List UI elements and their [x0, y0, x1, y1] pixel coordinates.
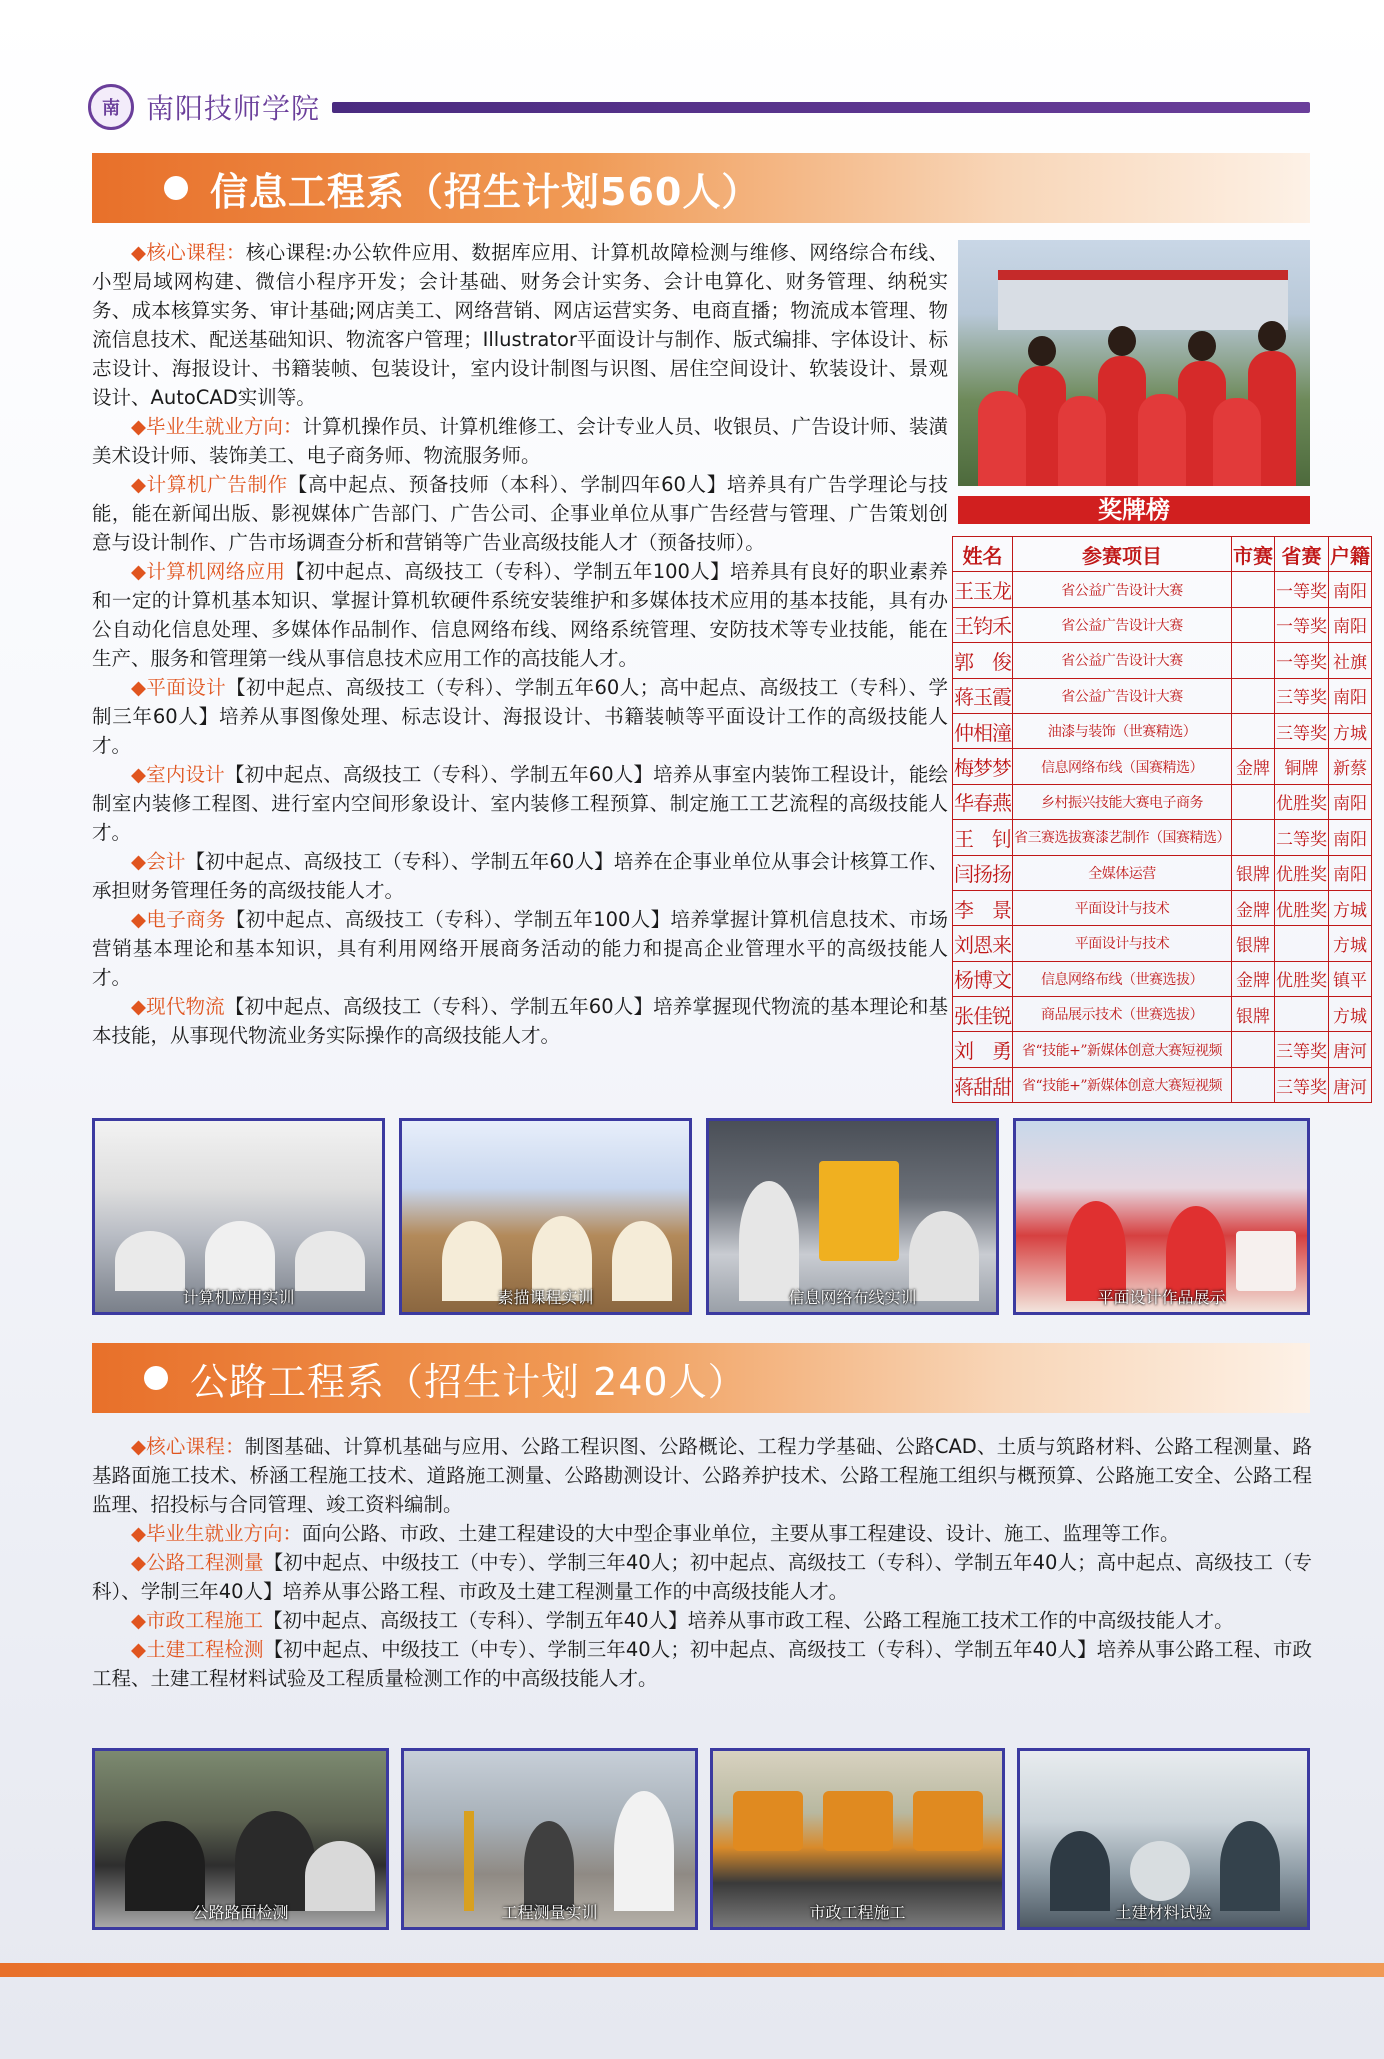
- table-row: [953, 820, 1372, 855]
- header-hometown: 户籍: [1329, 537, 1372, 572]
- cell-city-award: [1232, 784, 1275, 819]
- cell-city-award: [1232, 572, 1275, 607]
- header-city: 市赛: [1232, 537, 1275, 572]
- photo-material-testing: [1017, 1748, 1310, 1930]
- photo-network-cabling: [706, 1118, 999, 1315]
- photo-equipment: [819, 1161, 899, 1261]
- section-banner-info-engineering: [92, 153, 1310, 223]
- cell-project: 全媒体运营: [1013, 855, 1232, 890]
- cell-hometown: 南阳: [1329, 855, 1372, 890]
- bullet-dot-icon: [144, 1366, 168, 1390]
- paragraph-label: ◆土建工程检测: [131, 1638, 264, 1661]
- paragraph-label: ◆电子商务: [131, 908, 226, 931]
- cell-hometown: 镇平: [1329, 961, 1372, 996]
- cell-province-award: 一等奖: [1275, 607, 1329, 642]
- paragraph-text: 【初中起点、中级技工（中专）、学制三年40人；初中起点、高级技工（专科）、学制五年40人；高中起点、高级技工（专科）、学制三年40人】培养从事公路工程、市政及土建工程测量工作的中高级技能人才。: [92, 1551, 1312, 1603]
- bullet-dot-icon: [164, 176, 188, 200]
- cell-city-award: [1232, 678, 1275, 713]
- photo-person-head: [1258, 321, 1286, 351]
- paragraph-text: 制图基础、计算机基础与应用、公路工程识图、公路概论、工程力学基础、公路CAD、土质与筑路材料、公路工程测量、路基路面施工技术、桥涵工程施工技术、道路施工测量、公路勘测设计、公路养护技术、公路工程施工组织与概预算、公路施工安全、公路工程监理、招投标与合同管理、竣工资料编制。: [92, 1435, 1312, 1516]
- photo-figure: [614, 1791, 674, 1911]
- footer-bar: [0, 1963, 1384, 1977]
- cell-name: 闫扬扬: [953, 855, 1013, 890]
- photo-caption: 土建材料试验: [1115, 1903, 1212, 1922]
- photo-figure: [739, 1181, 799, 1301]
- table-row: [953, 572, 1372, 607]
- section-banner-highway-engineering: [92, 1343, 1310, 1413]
- section-title: 信息工程系（招生计划560人）: [210, 169, 761, 214]
- photo-artwork: [1236, 1231, 1296, 1291]
- cell-city-award: [1232, 1067, 1275, 1102]
- paragraph: [92, 1519, 1312, 1548]
- photo-figure: [1220, 1821, 1280, 1911]
- photo-caption: 计算机应用实训: [182, 1288, 295, 1307]
- paragraph-text: 【初中起点、高级技工（专科）、学制五年100人】培养具有良好的职业素养和一定的计算机基本知识、掌握计算机软硬件系统安装维护和多媒体技术应用的基本技能，具有办公自动化信息处理、多媒体作品制作、信息网络布线、网络系统管理、安防技术等专业技能，能在生产、服务和管理第一线从事信息技术应用工作的高技能人才。: [92, 560, 948, 670]
- paragraph-label: ◆核心课程：: [131, 1435, 245, 1458]
- photo-person: [1213, 398, 1261, 486]
- table-row: [953, 890, 1372, 925]
- table-row: [953, 678, 1372, 713]
- table-row: [953, 749, 1372, 784]
- cell-city-award: 金牌: [1232, 749, 1275, 784]
- cell-province-award: 优胜奖: [1275, 890, 1329, 925]
- cell-project: 省“技能+”新媒体创意大赛短视频: [1013, 1032, 1232, 1067]
- paragraph: [92, 412, 948, 470]
- cell-city-award: [1232, 713, 1275, 748]
- header-project: 参赛项目: [1013, 537, 1232, 572]
- photo-caption: 市政工程施工: [809, 1903, 906, 1922]
- photo-roller: [913, 1791, 983, 1851]
- paragraph: [92, 992, 948, 1050]
- photo-building: [998, 270, 1288, 330]
- paragraph-text: 【初中起点、高级技工（专科）、学制五年40人】培养从事市政工程、公路工程施工技术工作的中高级技能人才。: [263, 1609, 1234, 1632]
- paragraph-label: ◆现代物流: [131, 995, 225, 1018]
- cell-province-award: 三等奖: [1275, 678, 1329, 713]
- photo-person-head: [1108, 326, 1136, 356]
- cell-project: 平面设计与技术: [1013, 890, 1232, 925]
- cell-name: 李 景: [953, 890, 1013, 925]
- cell-hometown: 新蔡: [1329, 749, 1372, 784]
- table-row: [953, 997, 1372, 1032]
- cell-hometown: 社旗: [1329, 643, 1372, 678]
- cell-hometown: 南阳: [1329, 607, 1372, 642]
- photo-figure: [205, 1221, 275, 1291]
- photo-figure: [1050, 1831, 1110, 1911]
- section1-body: [92, 238, 948, 1050]
- table-row: [953, 855, 1372, 890]
- school-name: 南阳技师学院: [146, 92, 321, 125]
- header-divider: [332, 102, 1310, 113]
- paragraph-label: ◆毕业生就业方向：: [131, 415, 303, 438]
- cell-name: 王钧禾: [953, 607, 1013, 642]
- cell-hometown: 南阳: [1329, 572, 1372, 607]
- paragraph-label: ◆计算机网络应用: [131, 560, 286, 583]
- cell-project: 乡村振兴技能大赛电子商务: [1013, 784, 1232, 819]
- cell-province-award: 三等奖: [1275, 713, 1329, 748]
- photo-caption: 工程测量实训: [501, 1903, 598, 1922]
- paragraph: [92, 1432, 1312, 1519]
- cell-project: 省“技能+”新媒体创意大赛短视频: [1013, 1067, 1232, 1102]
- paragraph: [92, 238, 948, 412]
- cell-project: 省公益广告设计大赛: [1013, 643, 1232, 678]
- cell-name: 仲相潼: [953, 713, 1013, 748]
- table-row: [953, 607, 1372, 642]
- cell-province-award: 三等奖: [1275, 1067, 1329, 1102]
- paragraph-label: ◆毕业生就业方向：: [131, 1522, 302, 1545]
- photo-equipment: [1130, 1841, 1190, 1901]
- section-title: 公路工程系（招生计划 240人）: [190, 1359, 747, 1404]
- school-logo: [88, 84, 134, 130]
- cell-hometown: 方城: [1329, 997, 1372, 1032]
- paragraph-text: 计算机操作员、计算机维修工、会计专业人员、收银员、广告设计师、装潢美术设计师、装饰美工、电子商务师、物流服务师。: [92, 415, 948, 467]
- paragraph-text: 核心课程:办公软件应用、数据库应用、计算机故障检测与维修、网络综合布线、小型局域网构建、微信小程序开发；会计基础、财务会计实务、会计电算化、财务管理、纳税实务、成本核算实务、审计基础;网店美工、网络营销、网店运营实务、电商直播；物流成本管理、物流信息技术、配送基础知识、物流客户管理；Illustrator平面设计与制作、版式编排、字体设计、标志设计、海报设计、书籍装帧、包装设计，室内设计制图与识图、居住空间设计、软装设计、景观设计、AutoCAD实训等。: [92, 241, 949, 409]
- cell-hometown: 方城: [1329, 926, 1372, 961]
- paragraph: [92, 470, 948, 557]
- cell-project: 平面设计与技术: [1013, 926, 1232, 961]
- cell-name: 蒋玉霞: [953, 678, 1013, 713]
- photo-tripod: [464, 1811, 474, 1911]
- cell-province-award: 三等奖: [1275, 1032, 1329, 1067]
- photo-roller: [823, 1791, 893, 1851]
- header-name: 姓名: [953, 537, 1013, 572]
- cell-name: 郭 俊: [953, 643, 1013, 678]
- cell-hometown: 唐河: [1329, 1032, 1372, 1067]
- cell-city-award: 银牌: [1232, 997, 1275, 1032]
- cell-project: 油漆与装饰（世赛精选）: [1013, 713, 1232, 748]
- cell-province-award: 优胜奖: [1275, 961, 1329, 996]
- photo-road-inspection: [92, 1748, 389, 1930]
- cell-name: 王玉龙: [953, 572, 1013, 607]
- cell-name: 刘恩来: [953, 926, 1013, 961]
- photo-figure: [115, 1231, 185, 1291]
- paragraph-label: ◆公路工程测量: [131, 1551, 264, 1574]
- cell-project: 信息网络布线（国赛精选）: [1013, 749, 1232, 784]
- paragraph-text: 【高中起点、预备技师（本科）、学制四年60人】培养具有广告学理论与技能，能在新闻出版、影视媒体广告部门、广告公司、企事业单位从事广告经营与管理、广告策划创意与设计制作、广告市场调查分析和营销等广告业高级技能人才（预备技师）。: [92, 473, 948, 554]
- cell-hometown: 南阳: [1329, 820, 1372, 855]
- award-table-header: [953, 537, 1372, 572]
- header-province: 省赛: [1275, 537, 1329, 572]
- award-table: [952, 536, 1372, 1103]
- cell-province-award: [1275, 997, 1329, 1032]
- cell-city-award: [1232, 607, 1275, 642]
- photo-person: [978, 391, 1026, 486]
- photo-caption: 信息网络布线实训: [788, 1288, 917, 1307]
- cell-city-award: 银牌: [1232, 855, 1275, 890]
- photo-person-head: [1188, 331, 1216, 361]
- table-row: [953, 961, 1372, 996]
- cell-name: 刘 勇: [953, 1032, 1013, 1067]
- cell-city-award: 金牌: [1232, 890, 1275, 925]
- cell-name: 杨博文: [953, 961, 1013, 996]
- paragraph-text: 【初中起点、高级技工（专科）、学制五年60人】培养在企事业单位从事会计核算工作、承担财务管理任务的高级技能人才。: [92, 850, 948, 902]
- paragraph-label: ◆市政工程施工: [131, 1609, 263, 1632]
- table-row: [953, 643, 1372, 678]
- paragraph: [92, 557, 948, 673]
- award-board-title: 奖牌榜: [958, 496, 1310, 524]
- cell-name: 张佳锐: [953, 997, 1013, 1032]
- cell-hometown: 方城: [1329, 713, 1372, 748]
- cell-province-award: 一等奖: [1275, 572, 1329, 607]
- cell-city-award: [1232, 820, 1275, 855]
- paragraph-label: ◆计算机广告制作: [131, 473, 288, 496]
- photo-design-exhibition: [1013, 1118, 1310, 1315]
- paragraph-label: ◆室内设计: [131, 763, 225, 786]
- cell-province-award: 一等奖: [1275, 643, 1329, 678]
- section2-body: [92, 1432, 1312, 1693]
- paragraph: [92, 673, 948, 760]
- photo-sketch-class: [399, 1118, 692, 1315]
- paragraph: [92, 847, 948, 905]
- paragraph: [92, 1548, 1312, 1606]
- paragraph-label: ◆核心课程：: [131, 241, 246, 264]
- cell-project: 信息网络布线（世赛选拔）: [1013, 961, 1232, 996]
- photo-person-head: [1028, 336, 1056, 366]
- photo-municipal-construction: [710, 1748, 1005, 1930]
- photo-figure: [235, 1811, 315, 1911]
- paragraph: [92, 760, 948, 847]
- photo-person: [1138, 394, 1186, 486]
- photo-caption: 公路路面检测: [192, 1903, 289, 1922]
- photo-roller: [733, 1791, 803, 1851]
- photo-computer-lab: [92, 1118, 385, 1315]
- cell-name: 王 钊: [953, 820, 1013, 855]
- paragraph: [92, 1635, 1312, 1693]
- photo-figure: [295, 1231, 365, 1291]
- photo-survey-training: [401, 1748, 698, 1930]
- photo-caption: 平面设计作品展示: [1097, 1288, 1226, 1307]
- cell-province-award: [1275, 926, 1329, 961]
- photo-caption: 素描课程实训: [497, 1288, 594, 1307]
- cell-name: 梅梦梦: [953, 749, 1013, 784]
- photo-figure: [125, 1821, 205, 1911]
- table-row: [953, 1032, 1372, 1067]
- page-header: [88, 86, 1310, 128]
- cell-province-award: 铜牌: [1275, 749, 1329, 784]
- table-row: [953, 784, 1372, 819]
- table-row: [953, 926, 1372, 961]
- team-medal-photo: [958, 240, 1310, 486]
- paragraph: [92, 1606, 1312, 1635]
- cell-city-award: 金牌: [1232, 961, 1275, 996]
- paragraph-text: 【初中起点、高级技工（专科）、学制五年60人；高中起点、高级技工（专科）、学制三年60人】培养从事图像处理、标志设计、海报设计、书籍装帧等平面设计工作的高级技能人才。: [92, 676, 948, 757]
- paragraph-label: ◆会计: [131, 850, 186, 873]
- table-row: [953, 713, 1372, 748]
- cell-city-award: [1232, 643, 1275, 678]
- cell-province-award: 优胜奖: [1275, 855, 1329, 890]
- cell-project: 商品展示技术（世赛选拔）: [1013, 997, 1232, 1032]
- cell-project: 省公益广告设计大赛: [1013, 572, 1232, 607]
- paragraph-text: 面向公路、市政、土建工程建设的大中型企事业单位，主要从事工程建设、设计、施工、监理等工作。: [302, 1522, 1180, 1545]
- paragraph: [92, 905, 948, 992]
- cell-hometown: 唐河: [1329, 1067, 1372, 1102]
- paragraph-text: 【初中起点、高级技工（专科）、学制五年100人】培养掌握计算机信息技术、市场营销基本理论和基本知识，具有利用网络开展商务活动的能力和提高企业管理水平的高级技能人才。: [92, 908, 948, 989]
- photo-figure: [524, 1821, 574, 1911]
- paragraph-text: 【初中起点、中级技工（中专）、学制三年40人；初中起点、高级技工（专科）、学制五年40人】培养从事公路工程、市政工程、土建工程材料试验及工程质量检测工作的中高级技能人才。: [92, 1638, 1312, 1690]
- cell-project: 省公益广告设计大赛: [1013, 678, 1232, 713]
- table-row: [953, 1067, 1372, 1102]
- paragraph-text: 【初中起点、高级技工（专科）、学制五年60人】培养从事室内装饰工程设计，能绘制室内装修工程图、进行室内空间形象设计、室内装修工程预算、制定施工工艺流程的高级技能人才。: [92, 763, 948, 844]
- paragraph-text: 【初中起点、高级技工（专科）、学制五年60人】培养掌握现代物流的基本理论和基本技能，从事现代物流业务实际操作的高级技能人才。: [92, 995, 948, 1047]
- cell-project: 省三赛选拔赛漆艺制作（国赛精选）: [1013, 820, 1232, 855]
- photo-person: [1058, 396, 1106, 486]
- cell-project: 省公益广告设计大赛: [1013, 607, 1232, 642]
- cell-province-award: 二等奖: [1275, 820, 1329, 855]
- cell-hometown: 方城: [1329, 890, 1372, 925]
- cell-hometown: 南阳: [1329, 678, 1372, 713]
- cell-name: 华春燕: [953, 784, 1013, 819]
- cell-city-award: 银牌: [1232, 926, 1275, 961]
- paragraph-label: ◆平面设计: [131, 676, 227, 699]
- cell-province-award: 优胜奖: [1275, 784, 1329, 819]
- logo-emblem: 南: [102, 98, 120, 119]
- cell-name: 蒋甜甜: [953, 1067, 1013, 1102]
- cell-city-award: [1232, 1032, 1275, 1067]
- cell-hometown: 南阳: [1329, 784, 1372, 819]
